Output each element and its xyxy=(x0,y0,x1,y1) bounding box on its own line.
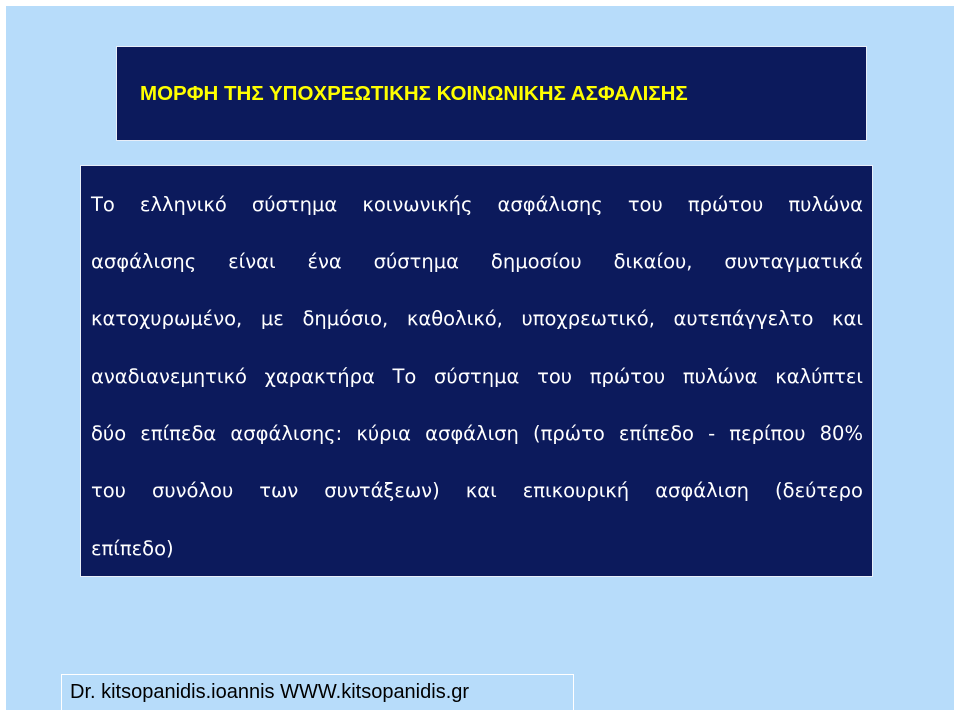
body-line-6: του συνόλου των συντάξεων) και επικουρική ασφάλιση (δεύτερο xyxy=(91,479,863,502)
title-box xyxy=(116,46,867,141)
body-box xyxy=(80,165,873,577)
footer-credit: Dr. kitsopanidis.ioannis WWW.kitsopanidis.gr xyxy=(70,681,470,703)
body-line-2: ασφάλισης είναι ένα σύστημα δημοσίου δικαίου, συνταγματικά xyxy=(91,250,863,273)
body-line-7: επίπεδο) xyxy=(91,537,174,560)
slide-title: ΜΟΡΦΗ ΤΗΣ ΥΠΟΧΡΕΩΤΙΚΗΣ ΚΟΙΝΩΝΙΚΗΣ ΑΣΦΑΛΙΣΗΣ xyxy=(140,81,688,105)
footer-box xyxy=(61,674,574,711)
body-line-3: κατοχυρωμένο, με δημόσιο, καθολικό, υποχρεωτικό, αυτεπάγγελτο και xyxy=(91,307,863,330)
body-line-5: δύο επίπεδα ασφάλισης: κύρια ασφάλιση (πρώτο επίπεδο - περίπου 80% xyxy=(91,422,863,445)
body-line-4: αναδιανεμητικό χαρακτήρα Το σύστημα του πρώτου πυλώνα καλύπτει xyxy=(91,365,863,388)
slide xyxy=(6,6,954,710)
body-line-1: Το ελληνικό σύστημα κοινωνικής ασφάλισης του πρώτου πυλώνα xyxy=(91,193,863,216)
